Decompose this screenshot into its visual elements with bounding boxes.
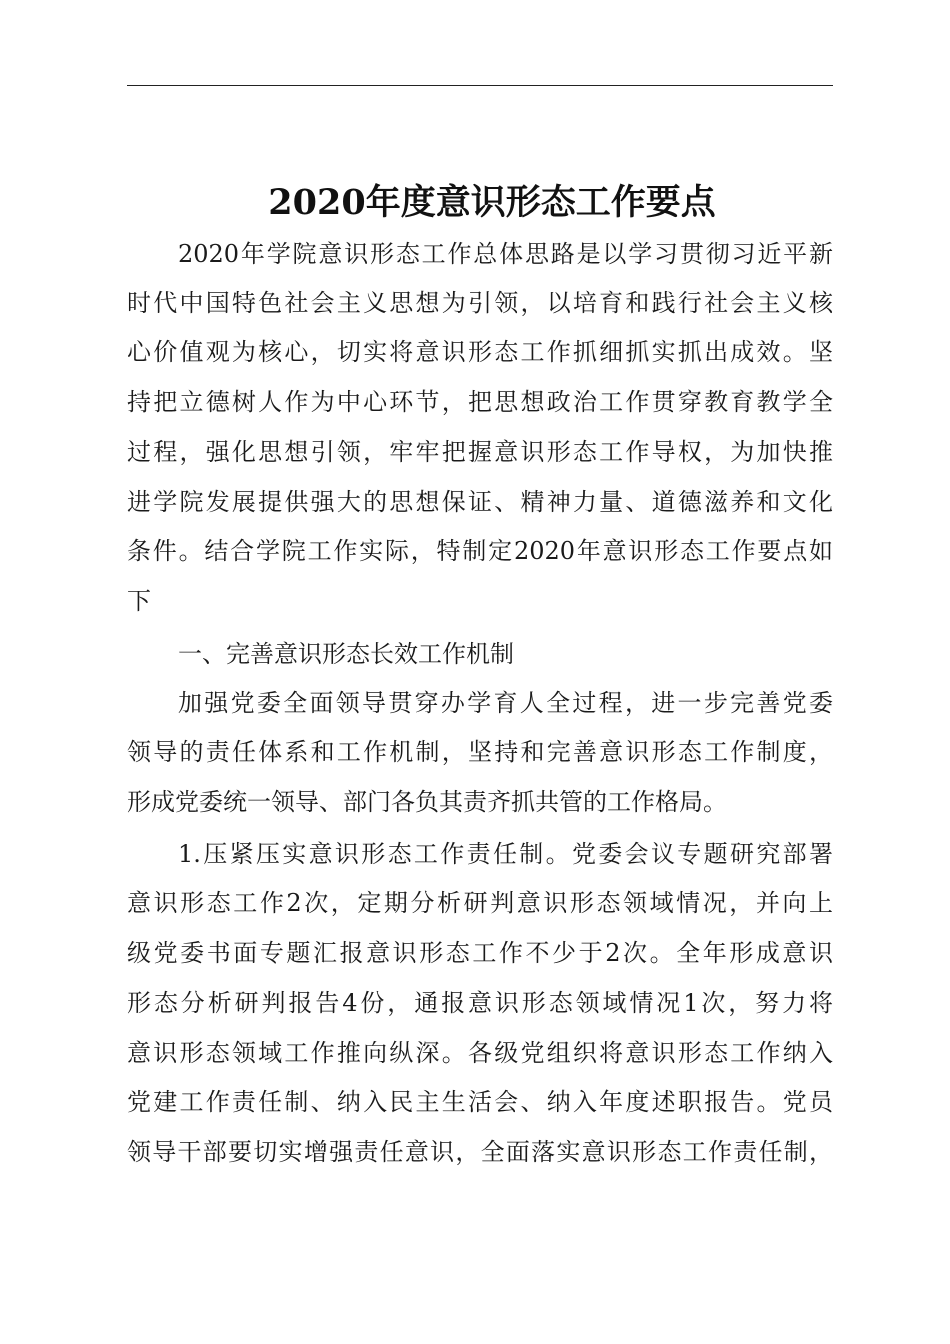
paragraph-line: 领导的责任体系和工作机制，坚持和完善意识形态工作制度， xyxy=(127,738,833,766)
paragraph-line: 时代中国特色社会主义思想为引领，以培育和践行社会主义核 xyxy=(127,289,833,317)
paragraph-line: 心价值观为核心，切实将意识形态工作抓细抓实抓出成效。坚 xyxy=(127,338,833,366)
paragraph-line: 加强党委全面领导贯穿办学育人全过程，进一步完善党委 xyxy=(178,689,833,717)
paragraph-line: 形成党委统一领导、部门各负其责齐抓共管的工作格局。 xyxy=(127,788,727,816)
paragraph-line: 意识形态领域工作推向纵深。各级党组织将意识形态工作纳入 xyxy=(127,1039,833,1067)
paragraph-line: 形态分析研判报告4份，通报意识形态领域情况1次，努力将 xyxy=(127,989,833,1017)
paragraph-line: 下 xyxy=(127,587,151,615)
paragraph-line: 持把立德树人作为中心环节，把思想政治工作贯穿教育教学全 xyxy=(127,388,833,416)
paragraph-line: 领导干部要切实增强责任意识，全面落实意识形态工作责任制， xyxy=(127,1138,833,1166)
document-title: 2020年度意识形态工作要点 xyxy=(268,182,716,223)
paragraph-line: 过程，强化思想引领，牢牢把握意识形态工作导权，为加快推 xyxy=(127,438,833,466)
paragraph-line: 进学院发展提供强大的思想保证、精神力量、道德滋养和文化 xyxy=(127,488,833,516)
paragraph-line: 条件。结合学院工作实际，特制定2020年意识形态工作要点如 xyxy=(127,537,833,565)
header-rule xyxy=(127,85,833,86)
paragraph-line: 1.压紧压实意识形态工作责任制。党委会议专题研究部署 xyxy=(178,840,833,868)
paragraph-line: 级党委书面专题汇报意识形态工作不少于2次。全年形成意识 xyxy=(127,939,833,967)
paragraph-line: 意识形态工作2次，定期分析研判意识形态领域情况，并向上 xyxy=(127,889,833,917)
paragraph-line: 党建工作责任制、纳入民主生活会、纳入年度述职报告。党员 xyxy=(127,1088,833,1116)
section-heading: 一、完善意识形态长效工作机制 xyxy=(178,640,514,668)
paragraph-line: 2020年学院意识形态工作总体思路是以学习贯彻习近平新 xyxy=(178,240,833,268)
